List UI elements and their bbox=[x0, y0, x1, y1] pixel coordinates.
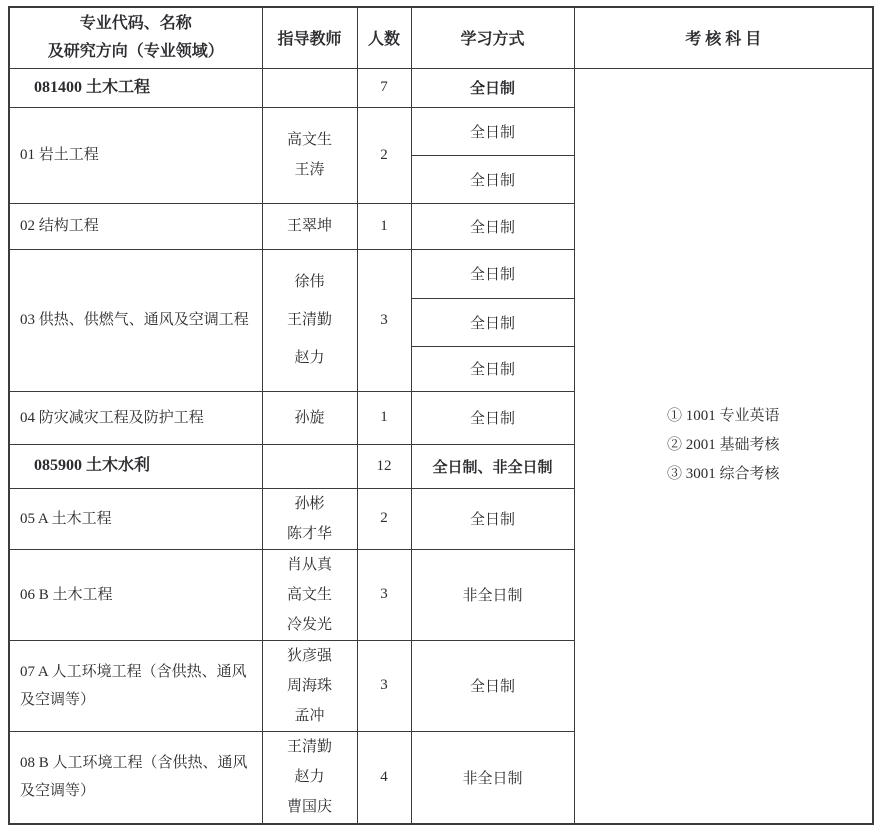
advisor-name: 高文生 bbox=[286, 586, 332, 603]
cell-mode: 全日制 bbox=[411, 249, 574, 298]
advisor-name: 王涛 bbox=[294, 162, 325, 178]
cell-count: 2 bbox=[357, 488, 411, 549]
cell-program-name: 08 B 人工环境工程（含供热、通风及空调等） bbox=[9, 731, 262, 824]
advisor-name: 狄彦强 bbox=[286, 647, 332, 664]
cell-count: 12 bbox=[357, 444, 411, 488]
advisor-name: 陈才华 bbox=[286, 525, 332, 542]
cell-advisors bbox=[262, 249, 357, 391]
cell-mode: 非全日制 bbox=[411, 731, 574, 824]
cell-count: 1 bbox=[357, 391, 411, 444]
advisor-name: 肖从真 bbox=[286, 556, 332, 573]
cell-count: 3 bbox=[357, 249, 411, 391]
cell-mode: 全日制 bbox=[411, 203, 574, 249]
cell-advisors bbox=[262, 391, 357, 444]
advisor-name: 王翠坤 bbox=[286, 218, 332, 234]
advisor-name: 王清勤 bbox=[286, 739, 332, 756]
cell-mode: 全日制 bbox=[411, 488, 574, 549]
admissions-table bbox=[8, 6, 874, 825]
cell-mode: 全日制 bbox=[411, 107, 574, 155]
cell-mode: 全日制 bbox=[411, 346, 574, 391]
cell-mode: 全日制 bbox=[411, 640, 574, 731]
cell-mode: 全日制 bbox=[411, 298, 574, 346]
cell-mode: 全日制、非全日制 bbox=[411, 444, 574, 488]
header-assessment: 考 核 科 目 bbox=[574, 7, 873, 68]
header-program bbox=[9, 7, 262, 68]
advisor-name: 高文生 bbox=[286, 132, 332, 148]
category-row-081400 bbox=[9, 68, 873, 107]
advisor-name: 冷发光 bbox=[286, 616, 332, 633]
cell-program-name: 02 结构工程 bbox=[9, 203, 262, 249]
assessment-item-3: ③ 3001 综合考核 bbox=[666, 466, 780, 483]
cell-program-name: 085900 土木水利 bbox=[9, 444, 262, 488]
cell-count: 3 bbox=[357, 549, 411, 640]
header-row bbox=[9, 7, 873, 68]
header-program-line2: 及研究方向（专业领域） bbox=[47, 42, 224, 60]
cell-count: 2 bbox=[357, 107, 411, 203]
cell-program-name: 03 供热、供燃气、通风及空调工程 bbox=[9, 249, 262, 391]
advisor-name: 周海珠 bbox=[286, 677, 332, 694]
advisor-name: 赵力 bbox=[294, 769, 325, 786]
cell-advisors bbox=[262, 107, 357, 203]
cell-advisors bbox=[262, 640, 357, 731]
cell-program-name: 06 B 土木工程 bbox=[9, 549, 262, 640]
cell-advisors-empty bbox=[262, 444, 357, 488]
advisor-name: 徐伟 bbox=[294, 274, 325, 290]
advisor-name: 赵力 bbox=[294, 350, 325, 366]
cell-program-name: 01 岩土工程 bbox=[9, 107, 262, 203]
cell-advisors bbox=[262, 203, 357, 249]
assessment-list bbox=[667, 402, 780, 489]
cell-program-name: 07 A 人工环境工程（含供热、通风及空调等） bbox=[9, 640, 262, 731]
cell-mode: 全日制 bbox=[411, 391, 574, 444]
cell-count: 1 bbox=[357, 203, 411, 249]
cell-count: 4 bbox=[357, 731, 411, 824]
cell-advisors bbox=[262, 488, 357, 549]
header-count: 人数 bbox=[357, 7, 411, 68]
advisor-name: 王清勤 bbox=[286, 312, 332, 328]
cell-advisors bbox=[262, 549, 357, 640]
advisor-name: 曹国庆 bbox=[286, 799, 332, 816]
assessment-item-1: ① 1001 专业英语 bbox=[666, 408, 780, 425]
cell-mode: 全日制 bbox=[411, 68, 574, 107]
header-mode: 学习方式 bbox=[411, 7, 574, 68]
cell-advisors bbox=[262, 731, 357, 824]
assessment-item-2: ② 2001 基础考核 bbox=[666, 437, 780, 454]
cell-advisors-empty bbox=[262, 68, 357, 107]
cell-program-name: 081400 土木工程 bbox=[9, 68, 262, 107]
cell-count: 3 bbox=[357, 640, 411, 731]
cell-assessment-subjects bbox=[574, 68, 873, 824]
cell-count: 7 bbox=[357, 68, 411, 107]
cell-program-name: 05 A 土木工程 bbox=[9, 488, 262, 549]
advisor-name: 孙旋 bbox=[294, 409, 325, 426]
advisor-name: 孟冲 bbox=[294, 707, 325, 724]
cell-mode: 全日制 bbox=[411, 155, 574, 203]
header-advisor: 指导教师 bbox=[262, 7, 357, 68]
header-program-line1: 专业代码、名称 bbox=[79, 14, 192, 32]
advisor-name: 孙彬 bbox=[294, 495, 325, 512]
cell-program-name: 04 防灾减灾工程及防护工程 bbox=[9, 391, 262, 444]
cell-mode: 非全日制 bbox=[411, 549, 574, 640]
